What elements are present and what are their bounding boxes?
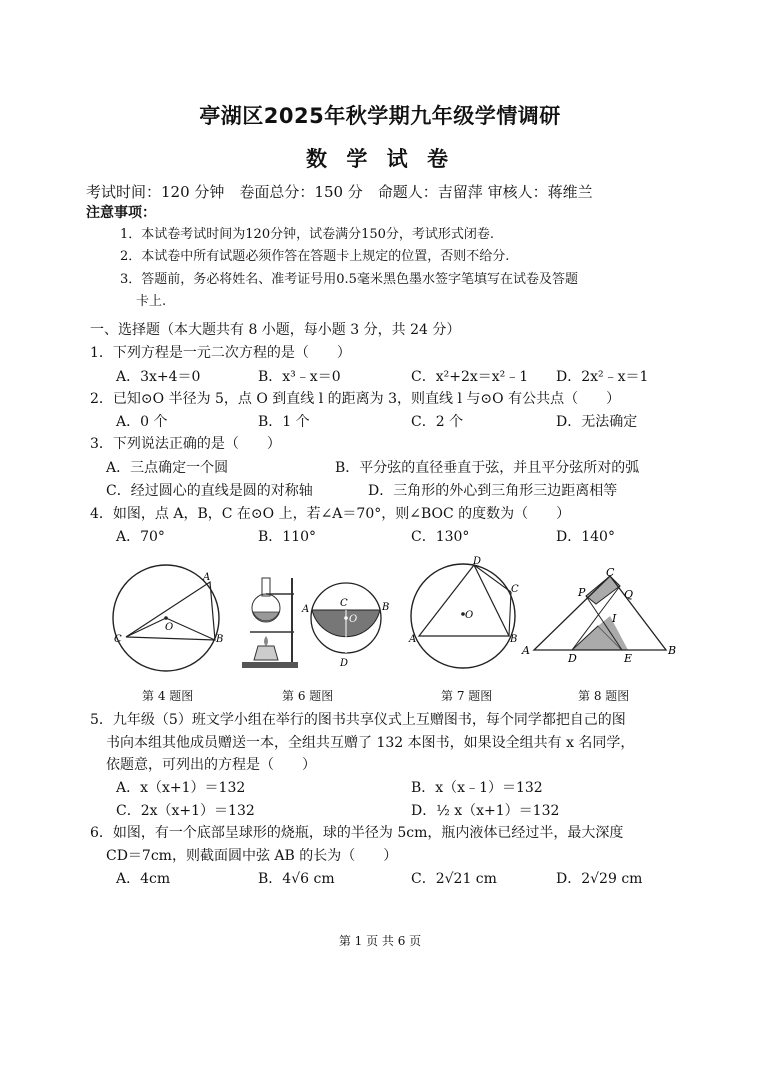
q2-option-c: C．2 个 bbox=[411, 414, 464, 430]
exam-title: 亭湖区2025年秋学期九年级学情调研 bbox=[199, 104, 561, 128]
fig8-label-d: D bbox=[568, 652, 577, 665]
q6-stem-line-1: 6．如图，有一个底部呈球形的烧瓶，球的半径为 5cm，瓶内液体已经过半，最大深度 bbox=[90, 825, 624, 841]
fig4-label-c: C bbox=[114, 634, 122, 645]
q6-option-d: D．2√29 cm bbox=[556, 871, 643, 887]
note-1: 1．本试卷考试时间为120分钟，试卷满分150分，考试形式闭卷. bbox=[120, 227, 495, 242]
fig6-label-b: B bbox=[382, 602, 390, 613]
page-footer: 第 1 页 共 6 页 bbox=[338, 934, 422, 948]
q3-option-d: D．三角形的外心到三角形三边距离相等 bbox=[368, 483, 618, 499]
q1-stem: 1．下列方程是一元二次方程的是（ ） bbox=[90, 345, 351, 361]
fig7-label-d: D bbox=[473, 556, 482, 567]
figure-7-caption: 第 7 题图 bbox=[441, 689, 493, 703]
q5-stem-line-1: 5．九年级（5）班文学小组在举行的图书共享仪式上互赠图书，每个同学都把自己的图 bbox=[90, 712, 626, 728]
figure-8-caption: 第 8 题图 bbox=[578, 689, 630, 703]
q5-stem-line-3: 依题意，可列出的方程是（ ） bbox=[106, 757, 316, 773]
notes-title: 注意事项： bbox=[86, 205, 156, 221]
q3-stem: 3．下列说法正确的是（ ） bbox=[90, 436, 281, 452]
fig8-label-p: P bbox=[578, 586, 586, 599]
fig8-label-e: E bbox=[624, 652, 633, 665]
figure-8-triangle bbox=[520, 566, 680, 666]
figure-7-inscribed bbox=[403, 556, 523, 674]
q4-stem: 4．如图，点 A，B，C 在⊙O 上，若∠A＝70°，则∠BOC 的度数为（ ） bbox=[90, 506, 571, 522]
q2-option-a: A．0 个 bbox=[116, 414, 168, 430]
q1-option-a: A．3x+4＝0 bbox=[116, 369, 201, 385]
fig6-label-d: D bbox=[340, 658, 349, 669]
q5-option-b: B．x（x﹣1）＝132 bbox=[411, 780, 543, 796]
fig7-label-a: A bbox=[409, 634, 417, 645]
fig4-label-o: O bbox=[165, 622, 174, 633]
fig4-label-a: A bbox=[203, 572, 211, 583]
q6-option-b: B．4√6 cm bbox=[258, 871, 335, 887]
fig6-label-o: O bbox=[349, 614, 358, 625]
figure-6-flask bbox=[236, 570, 390, 672]
section-1-title: 一、选择题（本大题共有 8 小题，每小题 3 分，共 24 分） bbox=[90, 322, 461, 338]
fig8-label-q: Q bbox=[624, 588, 634, 601]
figure-4-caption: 第 4 题图 bbox=[142, 689, 194, 703]
exam-info: 考试时间：120 分钟 卷面总分：150 分 命题人：吉留萍 审核人：蒋维兰 bbox=[86, 183, 593, 201]
q6-stem-line-2: CD＝7cm，则截面圆中弦 AB 的长为（ ） bbox=[106, 848, 398, 864]
note-3: 3．答题前，务必将姓名、准考证号用0.5毫米黑色墨水签字笔填写在试卷及答题 bbox=[120, 272, 578, 287]
fig7-label-o: O bbox=[465, 610, 474, 621]
q6-option-c: C．2√21 cm bbox=[411, 871, 497, 887]
q6-option-a: A．4cm bbox=[116, 871, 171, 887]
q1-option-c: C．x²+2x＝x²﹣1 bbox=[411, 369, 529, 385]
fig6-label-c: C bbox=[340, 598, 348, 609]
fig8-label-i: I bbox=[612, 612, 617, 625]
q2-option-d: D．无法确定 bbox=[556, 414, 638, 430]
q1-option-b: B．x³﹣x＝0 bbox=[258, 369, 341, 385]
q5-stem-line-2: 书向本组其他成员赠送一本，全组共互赠了 132 本图书，如果设全组共有 x 名同学， bbox=[106, 735, 635, 751]
q3-option-a: A．三点确定一个圆 bbox=[106, 460, 229, 476]
q1-option-d: D．2x²﹣x＝1 bbox=[556, 369, 649, 385]
q4-option-c: C．130° bbox=[411, 529, 470, 545]
q2-option-b: B．1 个 bbox=[258, 414, 310, 430]
fig8-label-c: C bbox=[606, 566, 615, 579]
fig6-label-a: A bbox=[302, 604, 310, 615]
q4-option-a: A．70° bbox=[116, 529, 165, 545]
figure-6-caption: 第 6 题图 bbox=[282, 689, 334, 703]
q4-option-d: D．140° bbox=[556, 529, 615, 545]
q3-option-c: C．经过圆心的直线是圆的对称轴 bbox=[106, 483, 313, 499]
fig8-label-a: A bbox=[522, 644, 530, 657]
q5-option-c: C．2x（x+1）＝132 bbox=[116, 803, 255, 819]
fig7-label-b: B bbox=[510, 634, 518, 645]
fig8-label-b: B bbox=[668, 644, 677, 657]
note-2: 2．本试卷中所有试题必须作答在答题卡上规定的位置，否则不给分. bbox=[120, 249, 510, 264]
q5-option-a: A．x（x+1）＝132 bbox=[116, 780, 246, 796]
exam-subtitle: 数 学 试 卷 bbox=[306, 147, 454, 171]
fig4-label-b: B bbox=[216, 634, 224, 645]
note-3-cont: 卡上. bbox=[136, 294, 167, 309]
fig7-label-c: C bbox=[511, 584, 519, 595]
q3-option-b: B．平分弦的直径垂直于弦，并且平分弦所对的弧 bbox=[335, 460, 640, 476]
q5-option-d: D．½ x（x+1）＝132 bbox=[411, 803, 560, 819]
q2-stem: 2．已知⊙O 半径为 5，点 O 到直线 l 的距离为 3，则直线 l 与⊙O 有公共点（ ） bbox=[90, 391, 621, 407]
q4-option-b: B．110° bbox=[258, 529, 317, 545]
figure-4-circle bbox=[108, 562, 228, 674]
